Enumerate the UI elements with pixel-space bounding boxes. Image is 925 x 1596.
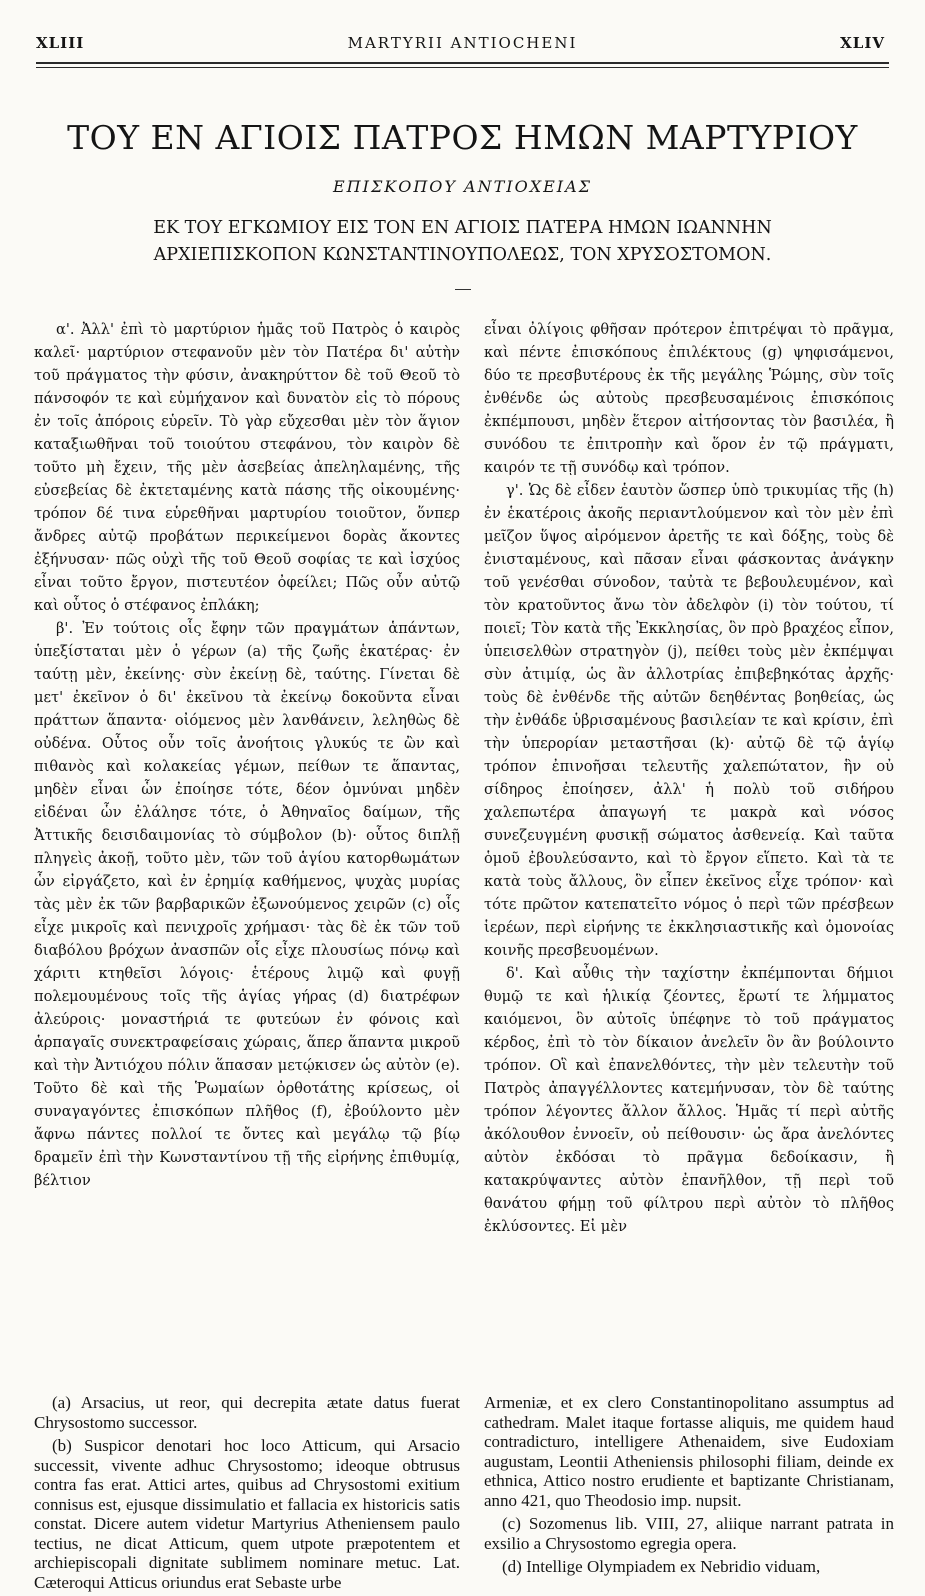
footnote-d: (d) Intellige Olympiadem ex Nebridio viduam,: [502, 1557, 821, 1576]
footnote-b-continued: Armeniæ, et ex clero Constantinopolitano assumptus ad cathedram. Malet itaque fortasse aliquis, me quidem haud contradicturo, intelligere Athenaidem, sive Eudoxiam augustam, Leontii Atheniensis philosophi filiam, deinde ex ethnica, Attico nostro erudiente et baptizante Christianam, anno 421, quo Theodosio imp. nupsit.: [484, 1393, 894, 1510]
paragraph-alpha: α'. Ἀλλ' ἐπὶ τὸ μαρτύριον ἡμᾶς τοῦ Πατρὸς ὁ καιρὸς καλεῖ· μαρτύριον στεφανοῦν μὲν τὸν Πατέρα δι' αὐτὴν τοῦ πράγματος τὴν φύσιν, ἀνακηρύττον δὲ τοῦ Θεοῦ τὸ πάνσοφόν τε καὶ εὐμήχανον καὶ δυνατὸν εἰς τὸ πόρους ἐν τοῖς ἀπόροις εὑρεῖν. Τὸ γὰρ εὔχεσθαι μὲν τὸν ἅγιον καταξιωθῆναι τοῦ τοιούτου στεφάνου, τὸν καιρὸν δὲ τοῦτο μὴ ἔχειν, τῆς μὲν ἀσεβείας ἀπεληλαμένης, τῆς εὐσεβείας δὲ ἐκτεταμένης κατὰ πάσης τῆς οἰκουμένης· τρόπον δέ τινα εὑρεθῆναι μαρτυρίου τοιοῦτον, ὅνπερ ἄνδρες αὐτῷ προβάτων περικείμενοι δορὰς ἄκοντες ἐξήνυσαν· πῶς οὐχὶ τῆς τοῦ Θεοῦ σοφίας τε καὶ ἰσχύος εἶναι τοῦτο ἔργον, πιστευτέον ὀφείλει; Πῶς οὖν αὐτῷ καὶ οὗτος ὁ στέφανος ἐπλάκη;: [34, 321, 460, 614]
paragraph-beta: β'. Ἐν τούτοις οἷς ἔφην τῶν πραγμάτων ἁπάντων, ὑπεξίσταται μὲν ὁ γέρων (a) τῆς ζωῆς ἑκατέρας· ἐν ταύτῃ μὲν, ἐκείνης· σὺν ἐκείνῃ δὲ, ταύτης. Γίνεται δὲ μετ' ἐκεῖνον ὁ δι' ἐκεῖνου τὰ ἐκείνῳ δοκοῦντα εἶναι πράττων ἅπαντα· οἰόμενος μὲν λανθάνειν, λεληθὼς δὲ οὐδένα. Οὗτος οὖν τοῖς ἀνοήτοις γλυκύς τε ὢν καὶ πιθανὸς καὶ κολακείας γέμων, πείθων τε ἅπαντας, μηδὲν εἶναι ὧν ἐποίησε τότε, δέον ὀμνύναι μηδὲν εἰδέναι ὧν ἐλάλησε τότε, ὁ Ἀθηναῖος δαίμων, τῆς Ἀττικῆς δεισιδαιμονίας τὸ σύμβολον (b)· οὗτος διπλῇ πληγεὶς ἀκοῇ, τοῦτο μὲν, τῶν τοῦ ἁγίου κατορθωμάτων ὧν εἰργάζετο, καὶ ἐν ἐρημίᾳ καθήμενος, ψυχὰς μυρίας τὰς μὲν ἐκ τῶν βαρβαρικῶν ἐξωνούμενος χειρῶν (c) οἷς εἶχε μικροῖς καὶ πενιχροῖς χρήμασι· τὰς δὲ ἐκ τῶν τοῦ διαβόλου βρόχων ἀνασπῶν οἷς εἶχε πλουσίως πόνῳ καὶ χάριτι κτηθεῖσι λόγοις· ἑτέρους λιμῷ καὶ φυγῇ πολεμουμένους τοῖς τῆς ἁγίας γήρας (d) διατρέφων ἀλεύροις· μοναστήριά τε φυτεύων ἐν φόνοις καὶ ἁρπαγαῖς συνεκτραφείσαις χώραις, ἅπερ ἅπαντα μικροῦ καὶ τὴν Ἀντιόχου πόλιν ἅπασαν μετῴκισεν ὡς αὐτὸν (e). Τοῦτο δὲ καὶ τῆς Ῥωμαίων ὀρθοτάτης κρίσεως, οἱ συναγαγόντες ἐπισκόπων πλῆθος (f), ἐβούλοντο μὲν ἄφνω πάντες πολλοί τε ὄντες καὶ μεγάλῳ τῷ βίῳ δραμεῖν ἐπὶ τὴν Κωνσταντίνου τῇ τῆς εἰρήνης ἐπιθυμίᾳ, βέλτιον: [34, 620, 460, 1189]
paragraph-beta-continued: εἶναι ὀλίγοις φθῆσαν πρότερον ἐπιτρέψαι τὸ πρᾶγμα, καὶ πέντε ἐπισκόπους ἐπιλέκτους (g) ψηφισάμενοι, δύο τε πρεσβυτέρους ἐκ τῆς μεγάλης Ῥώμης, σὺν τοῖς ἐνθένδε ὡς αὐτοὺς πρεσβευσαμένοις ἐπισκόποις ἐκπέμπουσι, μηδὲν ἕτερον αἰτήσοντας τὸν βασιλέα, ἢ συνόδου τε ἐπιτροπὴν καὶ ὅρον ἐν τῷ πράγματι, καιρόν τε τῇ συνόδῳ καὶ τρόπον.: [484, 321, 894, 476]
footnote-b: (b) Suspicor denotari hoc loco Atticum, qui Arsacio successit, vivente adhuc Chrysostomo; ideoque obtrusus contra fas erat. Attici artes, quibus ad Chrysostomi exitium connisus est, ejusque dissimulatio et fallacia ex historicis satis constat. Dicere autem videtur Martyrius Atheniensem paulo tectius, ne dicat Atticum, quem utpote præpotentem et archiepiscopali dignitate sublimem nominare metuc. Lat. Cæteroqui Atticus oriundus erat Sebaste urbe: [34, 1436, 460, 1592]
page-number-right: XLIV: [840, 34, 885, 52]
footnotes-left: [34, 1393, 460, 1596]
page-subtitle: ΕΠΙΣΚΟΠΟΥ ΑΝΤΙΟΧΕΙΑΣ: [333, 177, 592, 196]
header-rule-thin: [36, 67, 889, 68]
paragraph-gamma: γ'. Ὡς δὲ εἶδεν ἑαυτὸν ὥσπερ ὑπὸ τρικυμίας τῆς (h) ἐν ἑκατέροις ἀκοῆς περιαντλούμενον καὶ τὸν μὲν ἐπὶ μεῖζον ὕψος αἰρόμενον ἀρετῆς τε καὶ δόξης, τοὺς δὲ ἐνισταμένους, καὶ πᾶσαν εἶναι φάσκοντας ἀνάγκην τοῦ γενέσθαι σύνοδον, ταὐτὰ τε βεβουλευμένον, καὶ τὸν κρατοῦντος ἄνω τὸν ἀδελφὸν (i) τὸν τούτου, τί ποιεῖ; Τὸν κατὰ τῆς Ἐκκλησίας, ὃν πρὸ βραχέος εἶπον, ὑπεισελθὼν στρατηγὸν (j), πείθει τοὺς μὲν ἐκπέμψαι σὺν ἀτιμίᾳ, ὡς ἂν ἀλλοτρίας ἐπιβεβηκότας ἀρχῆς· τοὺς δὲ ἐνθένδε τῆς αὐτῶν δεηθέντας βοηθείας, ὡς τὴν ἐνθάδε ὑβρισαμένους βασιλείαν τε καὶ κρίσιν, ἐπὶ τὴν ὑπερορίαν μεταστῆσαι (k)· αὐτῷ δὲ τῷ ἁγίῳ τρόπον ἐπινοῆσαι τελευτῆς χαλεπώτατον, ἣν οὐ σίδηρος ἐποίησεν, ἀλλ' ἡ πολὺ τοῦ σιδήρου χαλεπωτέρα ἀπαγωγή τε μακρὰ καὶ νόσος συνεζευγμένη φυσικῇ σώματος ἀσθενείᾳ. Καὶ ταῦτα ὁμοῦ ἐβουλεύσαντο, καὶ τὸ ἔργον εἵπετο. Καὶ τὰ τε κατὰ τοὺς ἄλλους, ὃν εἶπεν ἐκεῖνος εἶχε τρόπον· καὶ τότε πρῶτον κατεπατεῖτο νόμος ὁ περὶ τῶν πρέσβεων ἱερέων, περὶ εἰρήνης τε ἐκκλησιαστικῆς καὶ ὁμονοίας κοινῆς πρεσβευομένων.: [484, 482, 894, 959]
section-heading: ΕΚ ΤΟΥ ΕΓΚΩΜΙΟΥ ΕΙΣ ΤΟΝ ΕΝ ΑΓΙΟΙΣ ΠΑΤΕΡΑ ΗΜΩΝ ΙΩΑΝΝΗΝ ΑΡΧΙΕΠΙΣΚΟΠΟΝ ΚΩΝΣΤΑΝΤΙΝΟΥΠΟΛΕΩΣ, ΤΟΝ ΧΡΥΣΟΣΤΟΜΟΝ.: [153, 218, 772, 265]
page-title: ΤΟΥ ΕΝ ΑΓΙΟΙΣ ΠΑΤΡΟΣ ΗΜΩΝ ΜΑΡΤΥΡΙΟΥ: [67, 118, 858, 157]
running-title: MARTYRII ANTIOCHENI: [347, 34, 578, 52]
running-header: [0, 34, 925, 56]
body-column-right: [484, 318, 894, 1238]
body-column-left: [34, 318, 460, 1192]
heading-divider: [455, 289, 471, 290]
footnotes-right: [484, 1393, 894, 1581]
header-rule-thick: [36, 62, 889, 64]
footnote-a: (a) Arsacius, ut reor, qui decrepita ætate datus fuerat Chrysostomo successor.: [34, 1393, 460, 1432]
footnote-c: (c) Sozomenus lib. VIII, 27, aliique narrant patrata in exsilio a Chrysostomo egregia opera.: [484, 1514, 894, 1553]
paragraph-delta: δ'. Καὶ αὖθις τὴν ταχίστην ἐκπέμπονται δήμιοι θυμῷ τε καὶ ἡλικίᾳ ζέοντες, ἔρωτί τε λήμματος καιόμενοι, ὃν αὐτοῖς ὑπέφηνε τὸ τοῦ πράγματος κέρδος, ἐπὶ τὸ τὸν δίκαιον ἀνελεῖν ὃν ἂν βούλοιντο τρόπον. Οἳ καὶ ἐπανελθόντες, τὴν μὲν τελευτὴν τοῦ Πατρὸς ἀπαγγέλλοντες κατεμήνυσαν, τὸν δὲ ταύτης τρόπον λέγοντες ἄλλον ἄλλος. Ἡμᾶς τί περὶ αὐτῆς ἀκόλουθον ἐννοεῖν, οὐ πείθουσιν· ὡς ἄρα ἀνελόντες αὐτὸν ἐκδόσαι τὸ πρᾶγμα δεδοίκασιν, ἢ κατακρύψαντες αὐτὸν ἐπανῆλθον, τῇ περὶ τοῦ θανάτου φήμῃ τοῦ φίλτρου περὶ αὐτὸν τὸ πλῆθος ἐκλύσοντες. Εἰ μὲν: [484, 965, 894, 1235]
page-number-left: XLIII: [36, 34, 85, 52]
